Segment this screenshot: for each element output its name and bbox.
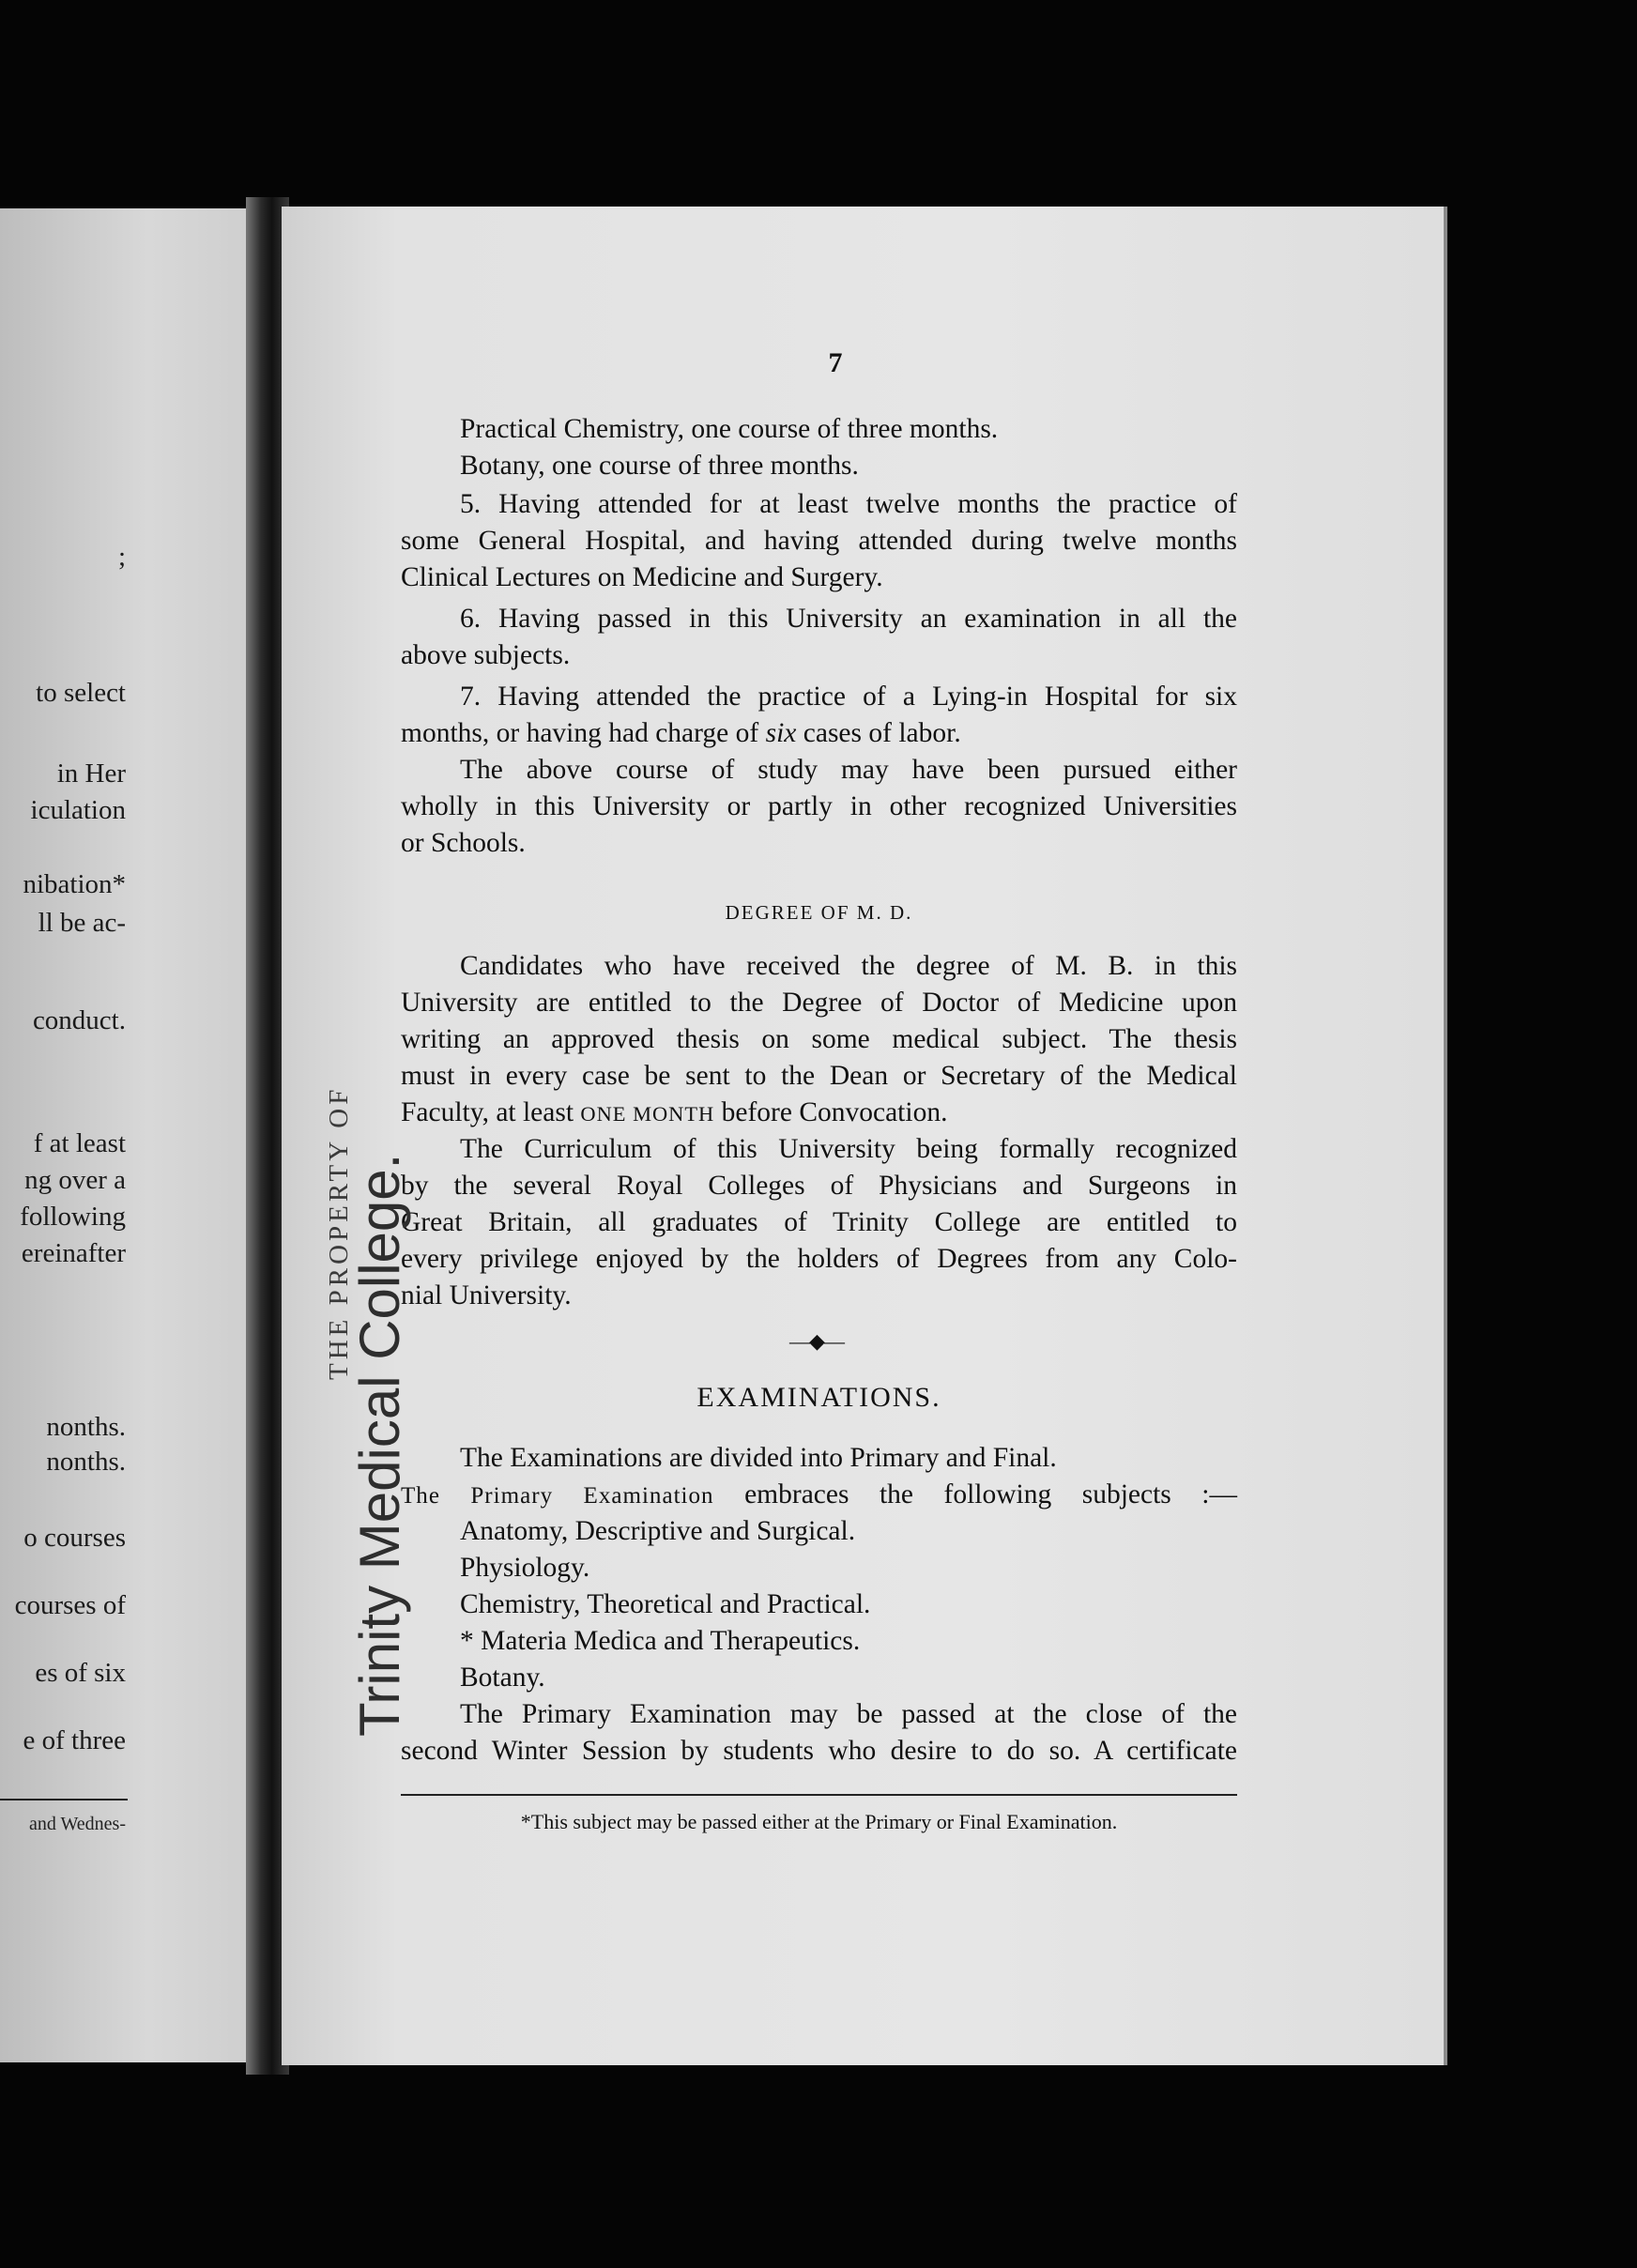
text-span: cases of labor.: [796, 718, 961, 748]
text-line: [401, 1477, 1237, 1514]
left-page-line: nonths.: [46, 1412, 126, 1442]
left-page-line: conduct.: [32, 1005, 126, 1035]
footnote-rule: [401, 1794, 1237, 1796]
text-line: 7. Having attended the practice of a Lying-in Hospital for six: [460, 682, 1237, 712]
left-page-line: nonths.: [46, 1447, 126, 1477]
small-caps-phrase: ONE MONTH: [580, 1102, 715, 1126]
left-page-line: ereinafter: [21, 1238, 126, 1268]
left-page-line: ;: [117, 542, 126, 572]
left-facing-page: [0, 208, 246, 2062]
text-line: [401, 1095, 1237, 1132]
subject-list-item: * Materia Medica and Therapeutics.: [460, 1626, 861, 1656]
left-page-line: nibation*: [23, 869, 126, 899]
left-page-line: iculation: [30, 795, 126, 825]
left-page-footnote: and Wednes-: [29, 1814, 126, 1834]
text-line: Botany, one course of three months.: [460, 451, 859, 481]
italic-emphasis: six: [765, 718, 797, 748]
text-line: Candidates who have received the degree of M. B. in this: [460, 951, 1237, 981]
left-page-line: courses of: [14, 1590, 126, 1620]
text-span: Faculty, at least: [401, 1097, 581, 1127]
footnote: *This subject may be passed either at the Primary or Final Examination.: [520, 1810, 1118, 1833]
text-line: second Winter Session by students who desire to do so. A certificate: [401, 1736, 1237, 1766]
text-line: nial University.: [401, 1280, 572, 1310]
text-span: embraces the following subjects :—: [713, 1479, 1237, 1509]
subject-list-item: Anatomy, Descriptive and Surgical.: [460, 1516, 856, 1546]
section-ornament: —◆—: [789, 1329, 844, 1353]
text-line: must in every case be sent to the Dean or Secretary of the Medical: [401, 1061, 1237, 1091]
text-line: 6. Having passed in this University an examination in all the: [460, 604, 1237, 634]
subject-list-item: Chemistry, Theoretical and Practical.: [460, 1589, 871, 1619]
left-page-line: in Her: [56, 759, 126, 789]
left-page-line: ng over a: [24, 1165, 126, 1195]
right-page: [282, 207, 1447, 2065]
text-line: writing an approved thesis on some medical subject. The thesis: [401, 1024, 1237, 1054]
text-line: by the several Royal Colleges of Physicians and Surgeons in: [401, 1171, 1237, 1201]
text-line: Clinical Lectures on Medicine and Surgery.: [401, 562, 883, 592]
left-page-line: e of three: [23, 1725, 126, 1755]
left-page-line: o courses: [23, 1523, 126, 1553]
left-page-line: ll be ac-: [38, 908, 126, 938]
text-line: The Examinations are divided into Primary and Final.: [460, 1443, 1057, 1473]
text-line: Practical Chemistry, one course of three months.: [460, 414, 999, 444]
text-line: wholly in this University or partly in other recognized Universities: [401, 791, 1237, 821]
left-page-line: following: [20, 1202, 126, 1232]
text-line: 5. Having attended for at least twelve months the practice of: [460, 489, 1237, 519]
left-page-line: es of six: [35, 1658, 126, 1688]
text-line: every privilege enjoyed by the holders of Degrees from any Colo-: [401, 1244, 1237, 1274]
left-footnote-rule: [0, 1799, 128, 1801]
left-page-line: to select: [36, 678, 126, 708]
text-line: University are entitled to the Degree of Doctor of Medicine upon: [401, 988, 1237, 1018]
text-line: or Schools.: [401, 828, 526, 858]
text-line: The above course of study may have been pursued either: [460, 755, 1237, 785]
subject-list-item: Physiology.: [460, 1553, 590, 1583]
page-number: 7: [828, 347, 843, 378]
section-heading-examinations: EXAMINATIONS.: [696, 1382, 941, 1413]
text-line: above subjects.: [401, 640, 571, 670]
subject-list-item: Botany.: [460, 1663, 545, 1693]
text-line: The Curriculum of this University being formally recognized: [460, 1134, 1237, 1164]
text-span: months, or having had charge of: [401, 718, 766, 748]
stamp-line-property: THE PROPERTY OF: [324, 1085, 354, 1380]
text-line: [401, 715, 1237, 752]
stamp-line-college: Trinity Medical College.: [348, 1153, 411, 1737]
left-page-line: f at least: [33, 1128, 126, 1158]
text-line: some General Hospital, and having attended during twelve months: [401, 526, 1237, 556]
text-line: Great Britain, all graduates of Trinity College are entitled to: [401, 1207, 1237, 1237]
text-span: before Convocation.: [714, 1097, 948, 1127]
text-line: The Primary Examination may be passed at the close of the: [460, 1699, 1237, 1729]
section-heading-md: DEGREE OF M. D.: [725, 901, 913, 924]
small-caps-phrase: The Primary Examination: [401, 1483, 714, 1509]
